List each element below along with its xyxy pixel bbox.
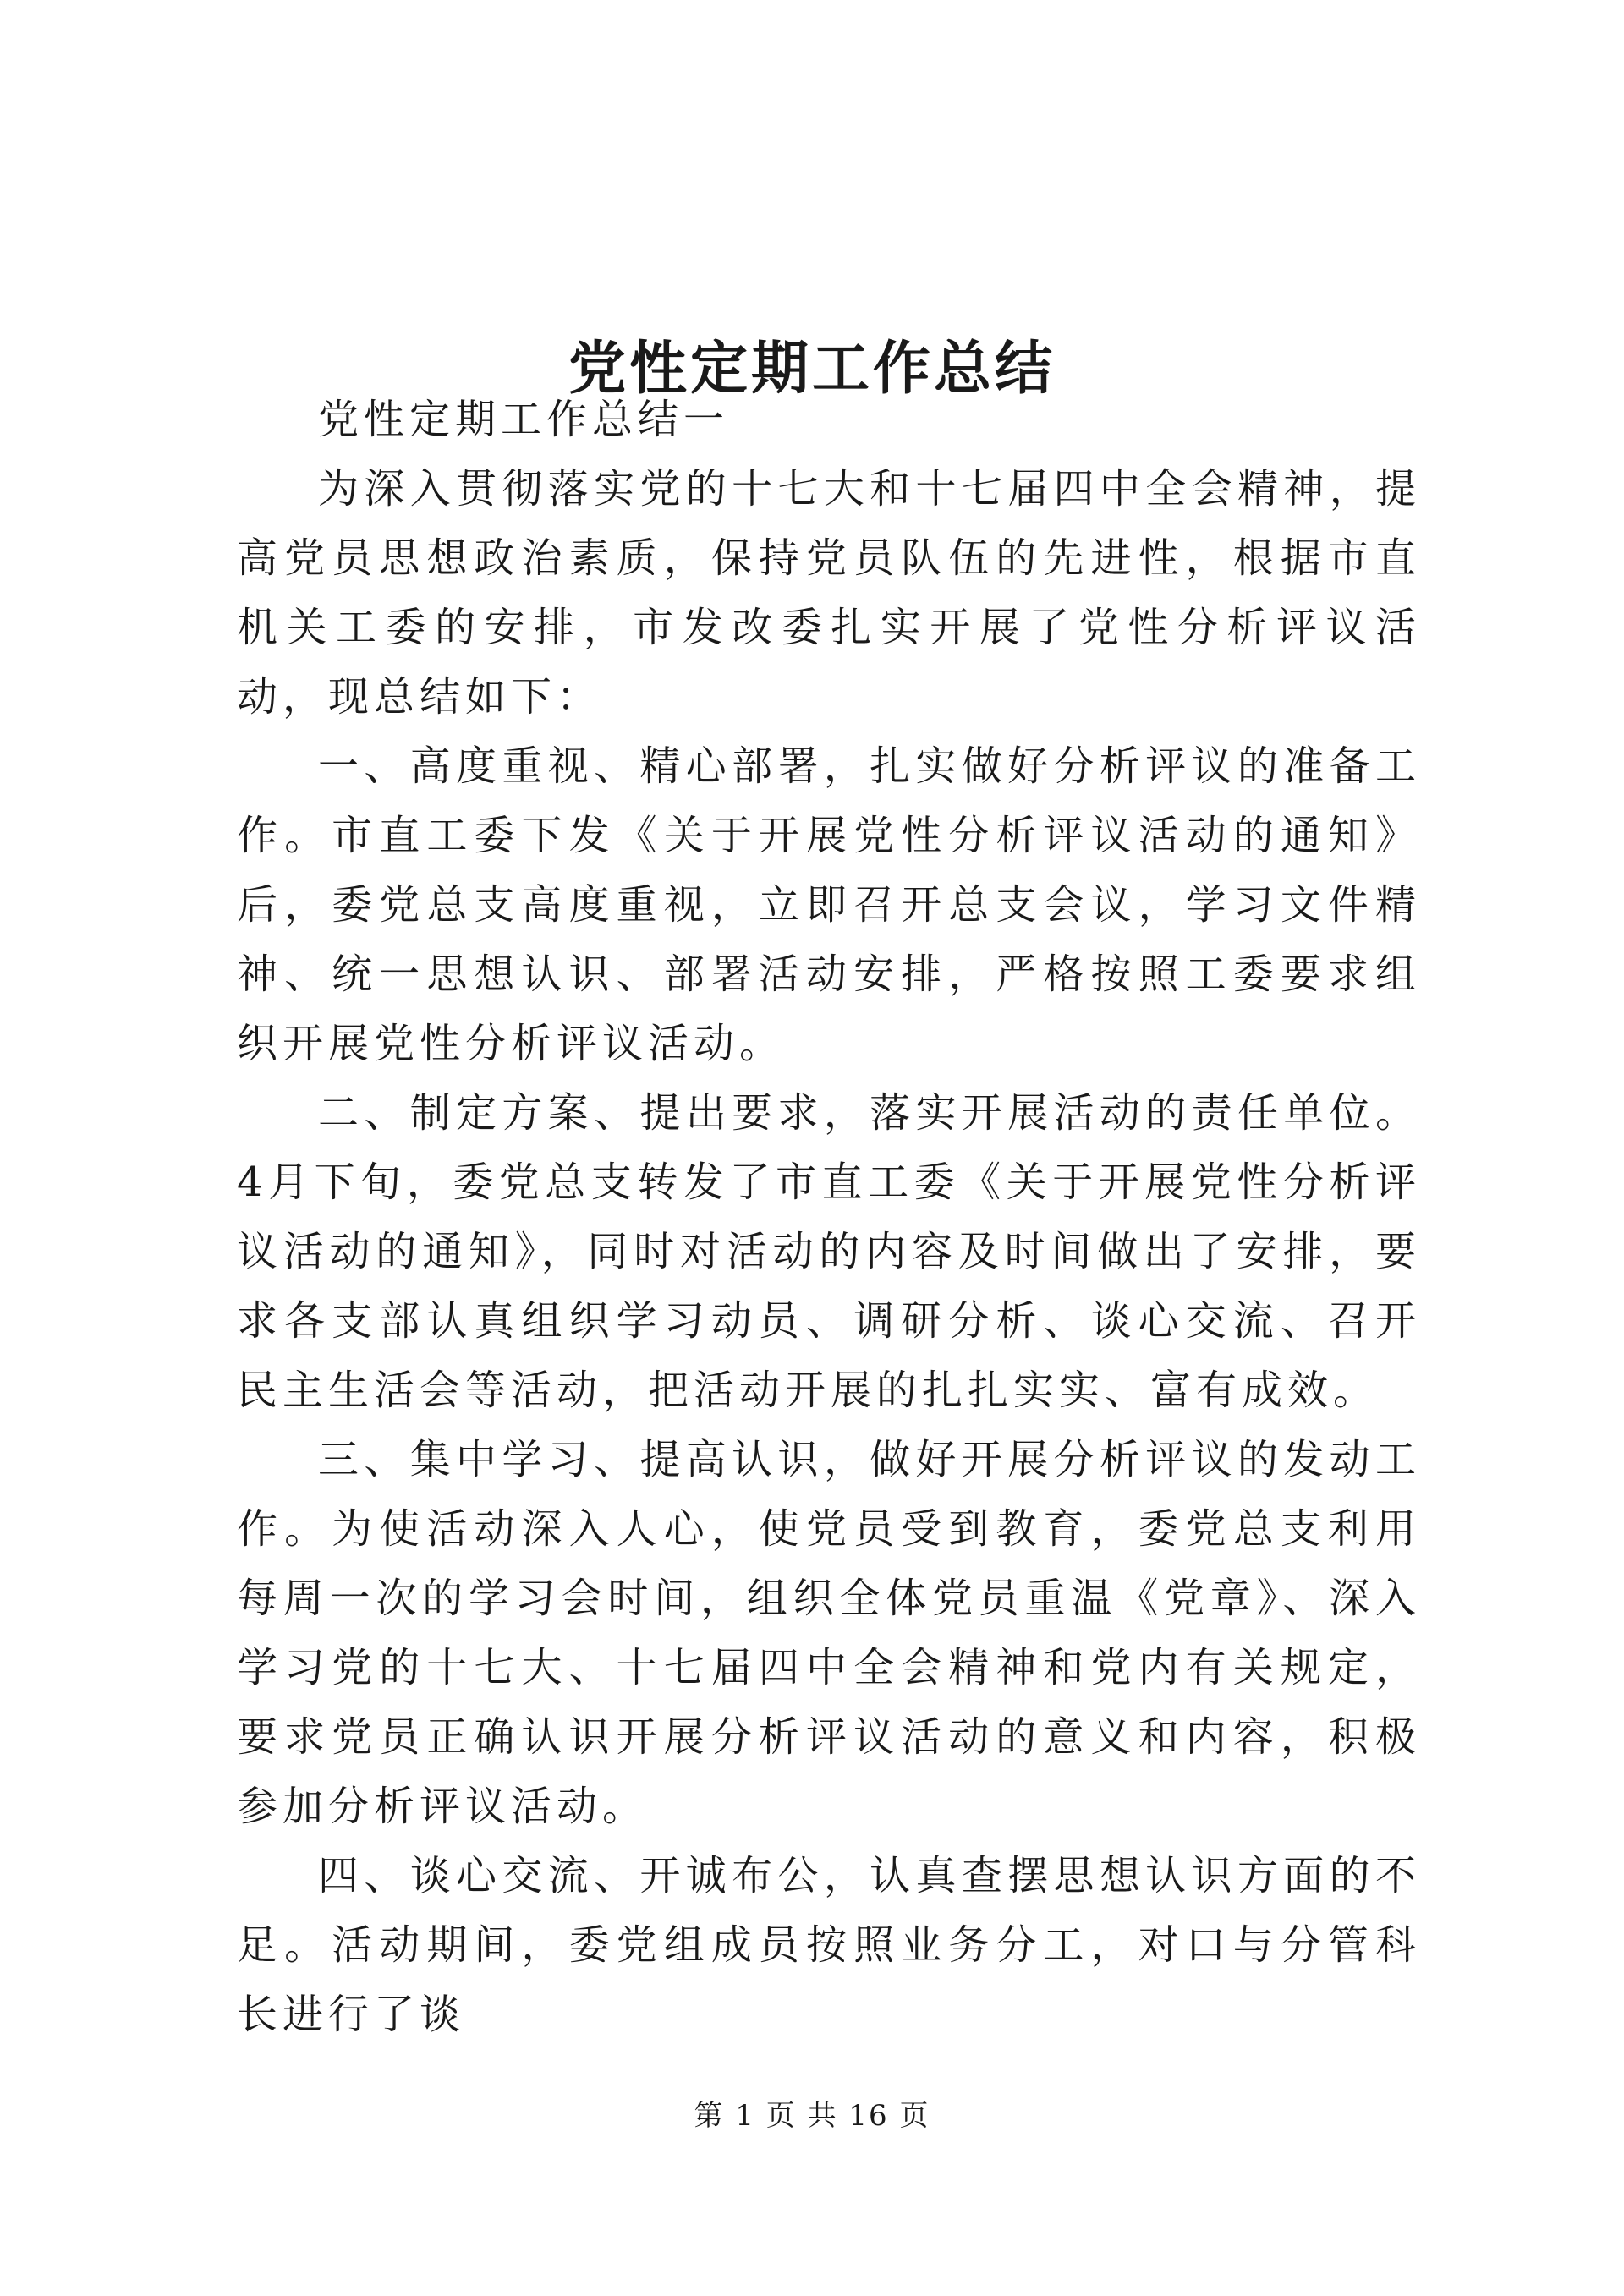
paragraph-point-1: 一、高度重视、精心部署，扎实做好分析评议的准备工作。市直工委下发《关于开展党性分析评议活动的通知》后，委党总支高度重视，立即召开总支会议，学习文件精神、统一思想认识、部署活动安排，严格按照工委要求组织开展党性分析评议活动。: [237, 743, 1421, 1067]
paragraph-point-2: 二、制定方案、提出要求，落实开展活动的责任单位。4月下旬，委党总支转发了市直工委《关于开展党性分析评议活动的通知》，同时对活动的内容及时间做出了安排，要求各支部认真组织学习动员、调研分析、谈心交流、召开民主生活会等活动，把活动开展的扎扎实实、富有成效。: [237, 1089, 1421, 1414]
page-title: 党性定期工作总结: [568, 334, 1056, 403]
paragraph-point-3: 三、集中学习、提高认识，做好开展分析评议的发动工作。为使活动深入人心，使党员受到教育，委党总支利用每周一次的学习会时间，组织全体党员重温《党章》、深入学习党的十七大、十七届四中全会精神和党内有关规定，要求党员正确认识开展分析评议活动的意义和内容，积极参加分析评议活动。: [237, 1436, 1421, 1830]
section-heading: 党性定期工作总结一: [318, 396, 730, 443]
paragraph-point-4: 四、谈心交流、开诚布公，认真查摆思想认识方面的不足。活动期间，委党组成员按照业务分工，对口与分管科长进行了谈: [237, 1852, 1421, 2038]
document-body: [237, 385, 1421, 2049]
page-footer: 第 1 页 共 16 页: [694, 2099, 930, 2133]
paragraph-intro: 为深入贯彻落实党的十七大和十七届四中全会精神，提高党员思想政治素质，保持党员队伍的先进性，根据市直机关工委的安排，市发改委扎实开展了党性分析评议活动，现总结如下：: [237, 465, 1421, 721]
